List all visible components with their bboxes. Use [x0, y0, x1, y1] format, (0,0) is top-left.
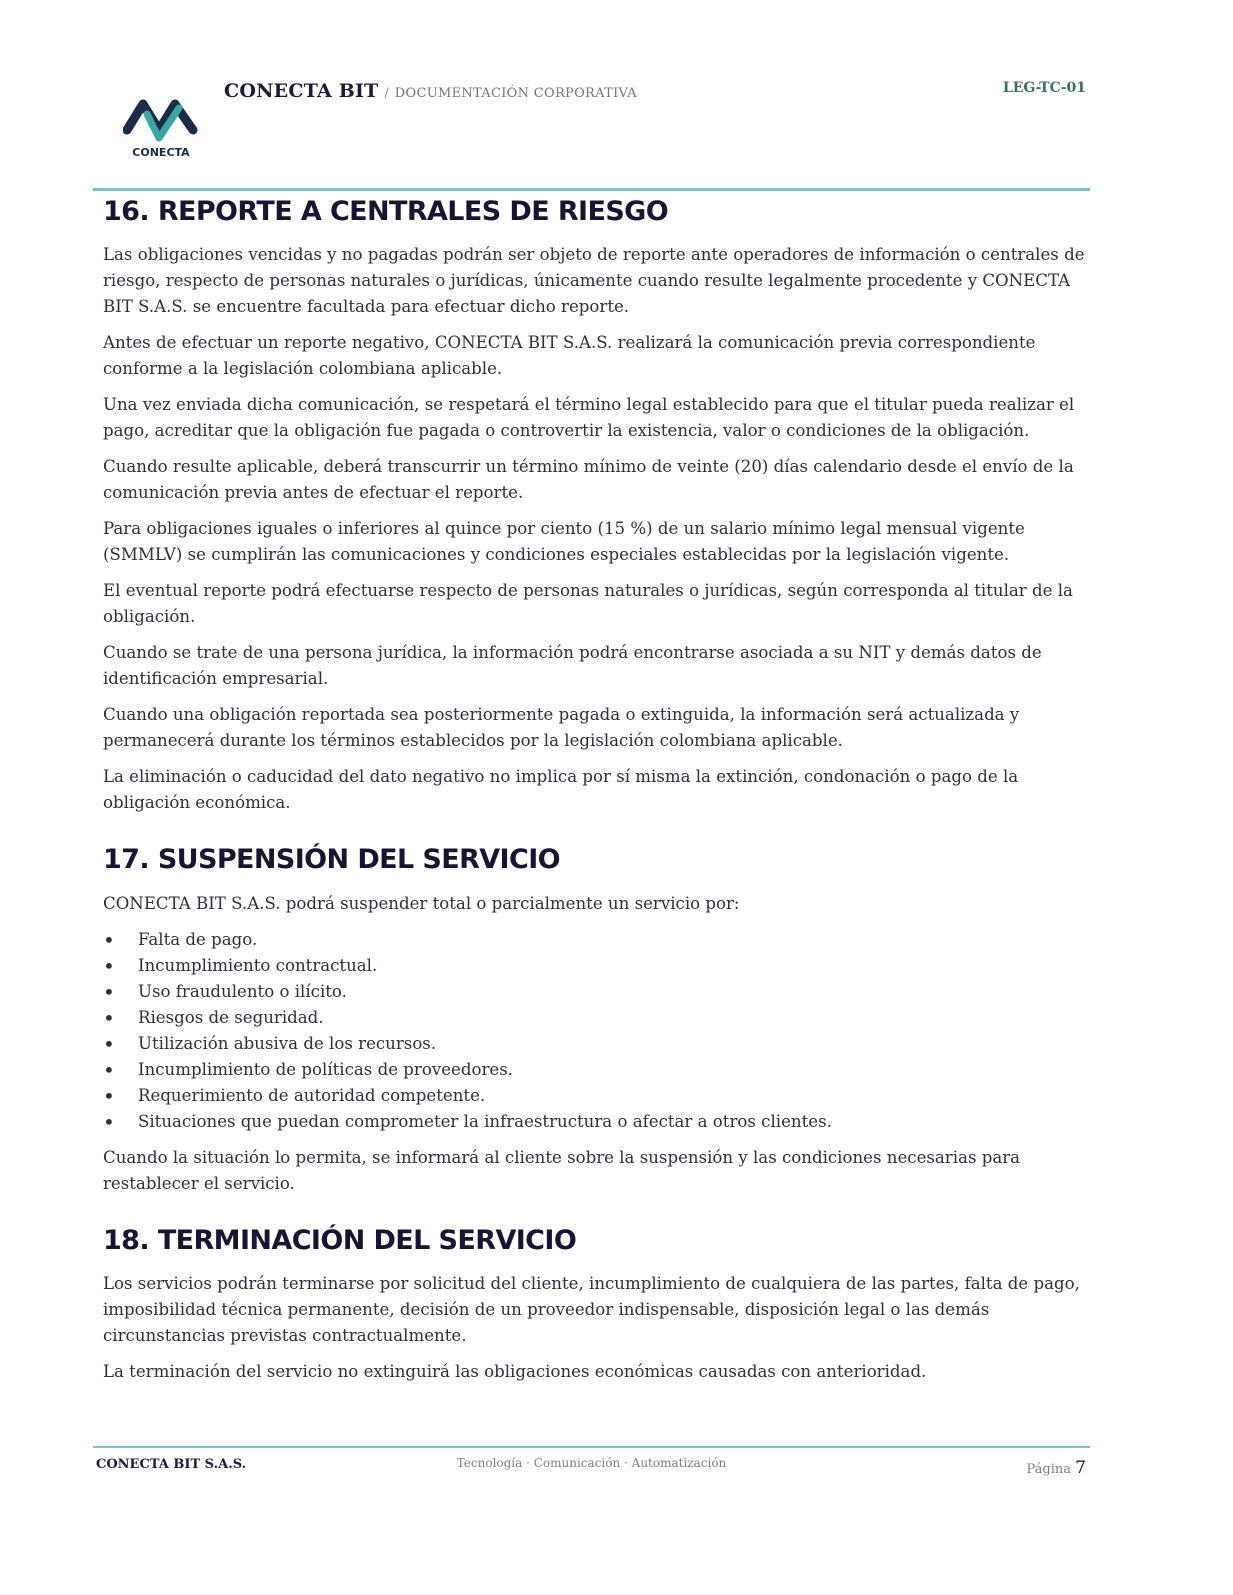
paragraph: Las obligaciones vencidas y no pagadas podrán ser objeto de reporte ante operadores de información o centrales de riesgo, respecto de personas naturales o jurídicas, únicamente cuando resulte legalmente procedente y CONECTA BIT S.A.S. se encuentre facultada para efectuar dicho reporte.: [103, 245, 1085, 317]
paragraph: Antes de efectuar un reporte negativo, CONECTA BIT S.A.S. realizará la comunicación previa correspondiente conforme a la legislación colombiana aplicable.: [103, 333, 1036, 379]
page-indicator: [1027, 1458, 1087, 1478]
brand-line: [224, 80, 637, 102]
brand-name: CONECTA BIT: [224, 80, 379, 102]
section-18: [103, 1225, 1103, 1385]
suspension-reasons-list: [103, 927, 1103, 1135]
footer-tagline: Tecnología · Comunicación · Automatización: [456, 1456, 727, 1470]
section-title: 17. SUSPENSIÓN DEL SERVICIO: [103, 844, 561, 876]
brand-separator: /: [384, 86, 389, 101]
conecta-logo: [123, 92, 199, 160]
paragraph: La eliminación o caducidad del dato negativo no implica por sí misma la extinción, condonación o pago de la obligación económica.: [103, 767, 1019, 813]
footer-divider: [93, 1446, 1090, 1448]
paragraph: El eventual reporte podrá efectuarse respecto de personas naturales o jurídicas, según corresponda al titular de la obligación.: [103, 581, 1073, 627]
page-label: Página: [1026, 1462, 1072, 1477]
section-title: 16. REPORTE A CENTRALES DE RIESGO: [103, 196, 669, 227]
list-item: • Situaciones que puedan comprometer la infraestructura o afectar a otros clientes.: [103, 1109, 1103, 1135]
list-item: • Requerimiento de autoridad competente.: [103, 1083, 1103, 1109]
page-footer: [93, 1446, 1090, 1486]
paragraph: Cuando una obligación reportada sea posteriormente pagada o extinguida, la información será actualizada y permanecerá durante los términos establecidos por la legislación colombiana aplicable.: [103, 705, 1020, 751]
list-item: • Uso fraudulento o ilícito.: [103, 979, 1103, 1005]
page-number: 7: [1075, 1458, 1086, 1478]
paragraph: La terminación del servicio no extinguirá las obligaciones económicas causadas con anterioridad.: [103, 1362, 927, 1382]
brand-subtitle: DOCUMENTACIÓN CORPORATIVA: [394, 86, 637, 101]
list-item: • Incumplimiento contractual.: [103, 953, 1103, 979]
list-item: • Incumplimiento de políticas de proveedores.: [103, 1057, 1103, 1083]
section-title: 18. TERMINACIÓN DEL SERVICIO: [103, 1224, 577, 1256]
section-17: [103, 844, 1103, 1196]
document-body: [103, 196, 1103, 1395]
list-item: • Falta de pago.: [103, 927, 1103, 953]
footer-company: CONECTA BIT S.A.S.: [96, 1457, 247, 1472]
page-header: [93, 66, 1090, 194]
paragraph: Los servicios podrán terminarse por solicitud del cliente, incumplimiento de cualquiera de las partes, falta de pago, imposibilidad técnica permanente, decisión de un proveedor indispensable, disposición legal o las demás circunstancias previstas contractualmente.: [103, 1274, 1080, 1346]
document-code: LEG-TC-01: [1002, 80, 1086, 96]
list-item: • Riesgos de seguridad.: [103, 1005, 1103, 1031]
logo-text: CONECTA: [132, 146, 190, 159]
paragraph: Cuando resulte aplicable, deberá transcurrir un término mínimo de veinte (20) días calendario desde el envío de la comunicación previa antes de efectuar el reporte.: [103, 457, 1074, 503]
paragraph: Una vez enviada dicha comunicación, se respetará el término legal establecido para que el titular pueda realizar el pago, acreditar que la obligación fue pagada o controvertir la existencia, valor o condiciones de la obligación.: [103, 395, 1075, 441]
paragraph: Cuando la situación lo permita, se informará al cliente sobre la suspensión y las condiciones necesarias para restablecer el servicio.: [103, 1147, 1021, 1193]
paragraph: Cuando se trate de una persona jurídica, la información podrá encontrarse asociada a su NIT y demás datos de identificación empresarial.: [103, 643, 1042, 689]
paragraph: Para obligaciones iguales o inferiores al quince por ciento (15 %) de un salario mínimo legal mensual vigente (SMMLV) se cumplirán las comunicaciones y condiciones especiales establecidas por la legislación vigente.: [103, 519, 1025, 565]
header-divider: [93, 188, 1090, 191]
paragraph: CONECTA BIT S.A.S. podrá suspender total o parcialmente un servicio por:: [103, 893, 740, 913]
list-item: • Utilización abusiva de los recursos.: [103, 1031, 1103, 1057]
section-16: [103, 196, 1103, 816]
